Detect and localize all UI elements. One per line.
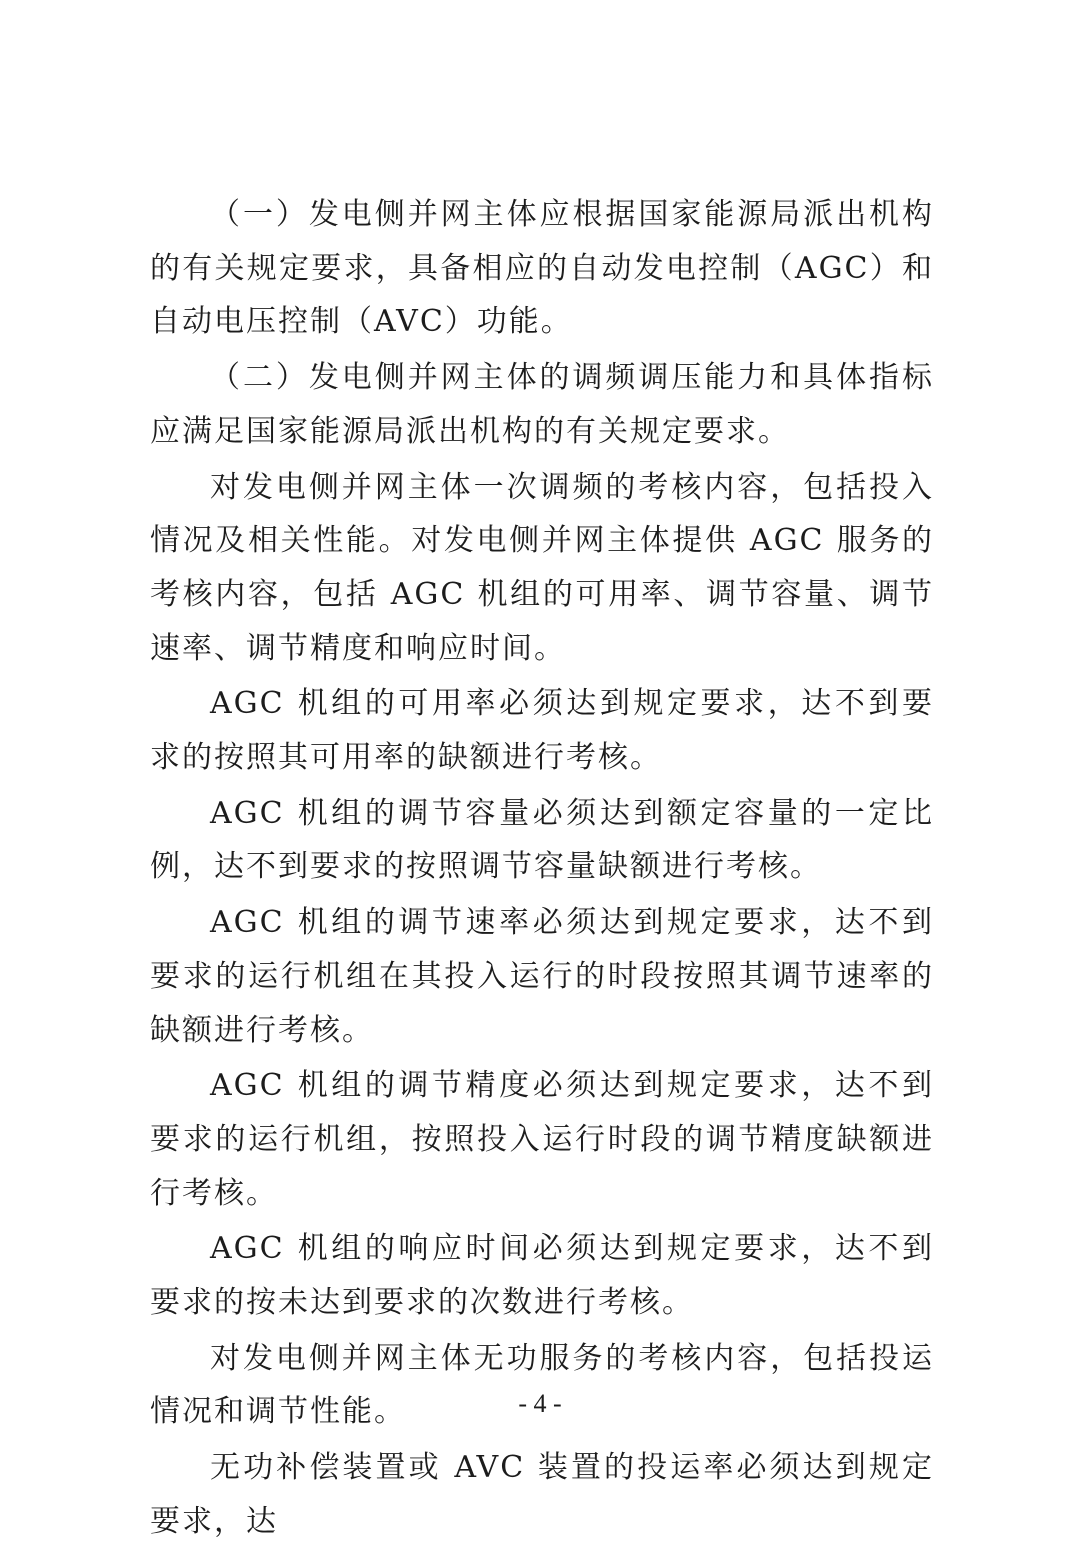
paragraph-5: AGC 机组的调节容量必须达到额定容量的一定比例，达不到要求的按照调节容量缺额进行考核。	[150, 795, 934, 885]
paragraph-6: AGC 机组的调节速率必须达到规定要求，达不到要求的运行机组在其投入运行的时段按照其调节速率的缺额进行考核。	[150, 905, 934, 1048]
paragraph-9: 对发电侧并网主体无功服务的考核内容，包括投运情况和调节性能。	[150, 1340, 934, 1430]
page-number: - 4 -	[518, 1389, 562, 1418]
paragraph-1: （一）发电侧并网主体应根据国家能源局派出机构的有关规定要求，具备相应的自动发电控制（AGC）和自动电压控制（AVC）功能。	[150, 197, 934, 340]
body-text	[150, 188, 934, 1551]
paragraph-4: AGC 机组的可用率必须达到规定要求，达不到要求的按照其可用率的缺额进行考核。	[150, 686, 934, 776]
paragraph-3: 对发电侧并网主体一次调频的考核内容，包括投入情况及相关性能。对发电侧并网主体提供 AGC 服务的考核内容，包括 AGC 机组的可用率、调节容量、调节速率、调节精度和响应时间。	[150, 469, 934, 666]
paragraph-10: 无功补偿装置或 AVC 装置的投运率必须达到规定要求，达	[150, 1450, 934, 1539]
paragraph-7: AGC 机组的调节精度必须达到规定要求，达不到要求的运行机组，按照投入运行时段的调节精度缺额进行考核。	[150, 1068, 934, 1211]
paragraph-8: AGC 机组的响应时间必须达到规定要求，达不到要求的按未达到要求的次数进行考核。	[150, 1231, 934, 1321]
paragraph-2: （二）发电侧并网主体的调频调压能力和具体指标应满足国家能源局派出机构的有关规定要求。	[150, 360, 934, 449]
